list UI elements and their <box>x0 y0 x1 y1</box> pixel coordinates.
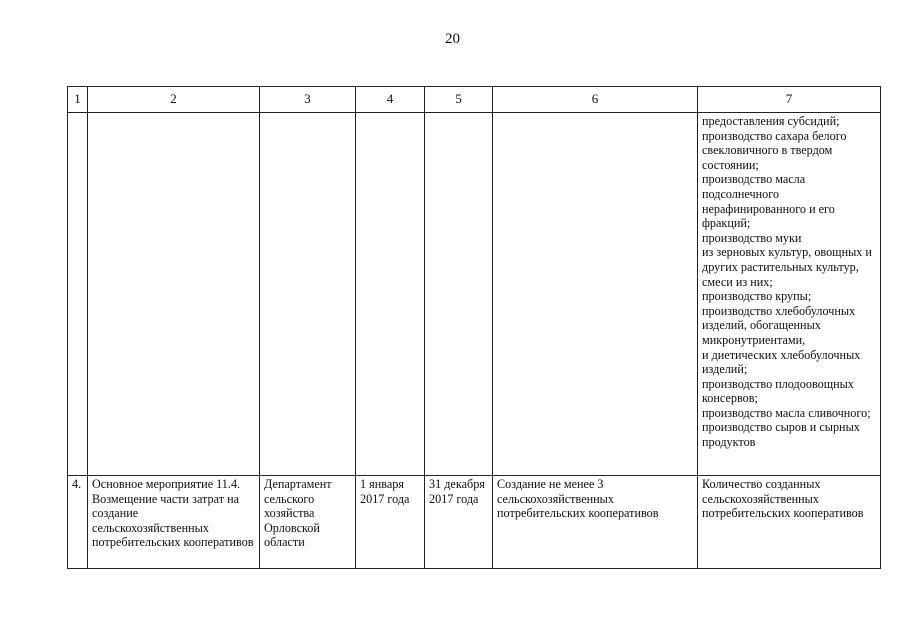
empty-cell <box>68 113 88 476</box>
header-cell-7: 7 <box>698 87 881 113</box>
result-cell: Создание не менее 3 сельскохозяйственных потребительских кооперативов <box>493 476 698 569</box>
measure-cell: Основное мероприятие 11.4. Возмещение части затрат на создание сельскохозяйственных потребительских кооперативов <box>88 476 260 569</box>
start-date-cell: 1 января 2017 года <box>356 476 425 569</box>
header-cell-4: 4 <box>356 87 425 113</box>
indicator-continuation-cell: предоставления субсидий; производство сахара белого свекловичного в твердом состоянии; производство масла подсолнечного нерафинированного и его фракций; производство муки из зерновых культур, овощных и других растительных культур, смеси из них; производство крупы; производство хлебобулочных изделий, обогащенных микронутриентами, и диетических хлебобулочных изделий; производство плодоовощных консервов; производство масла сливочного; производство сыров и сырных продуктов <box>698 113 881 476</box>
row-number-cell: 4. <box>68 476 88 569</box>
table-row <box>68 476 881 569</box>
empty-cell <box>88 113 260 476</box>
end-date-cell: 31 декабря 2017 года <box>425 476 493 569</box>
header-cell-5: 5 <box>425 87 493 113</box>
header-cell-6: 6 <box>493 87 698 113</box>
program-table <box>67 86 881 569</box>
executor-cell: Департамент сельского хозяйства Орловской области <box>260 476 356 569</box>
continuation-row <box>68 113 881 476</box>
header-cell-1: 1 <box>68 87 88 113</box>
empty-cell <box>260 113 356 476</box>
header-row <box>68 87 881 113</box>
page-number: 20 <box>445 31 460 47</box>
header-cell-3: 3 <box>260 87 356 113</box>
empty-cell <box>356 113 425 476</box>
empty-cell <box>425 113 493 476</box>
header-cell-2: 2 <box>88 87 260 113</box>
indicator-cell: Количество созданных сельскохозяйственных потребительских кооперативов <box>698 476 881 569</box>
empty-cell <box>493 113 698 476</box>
